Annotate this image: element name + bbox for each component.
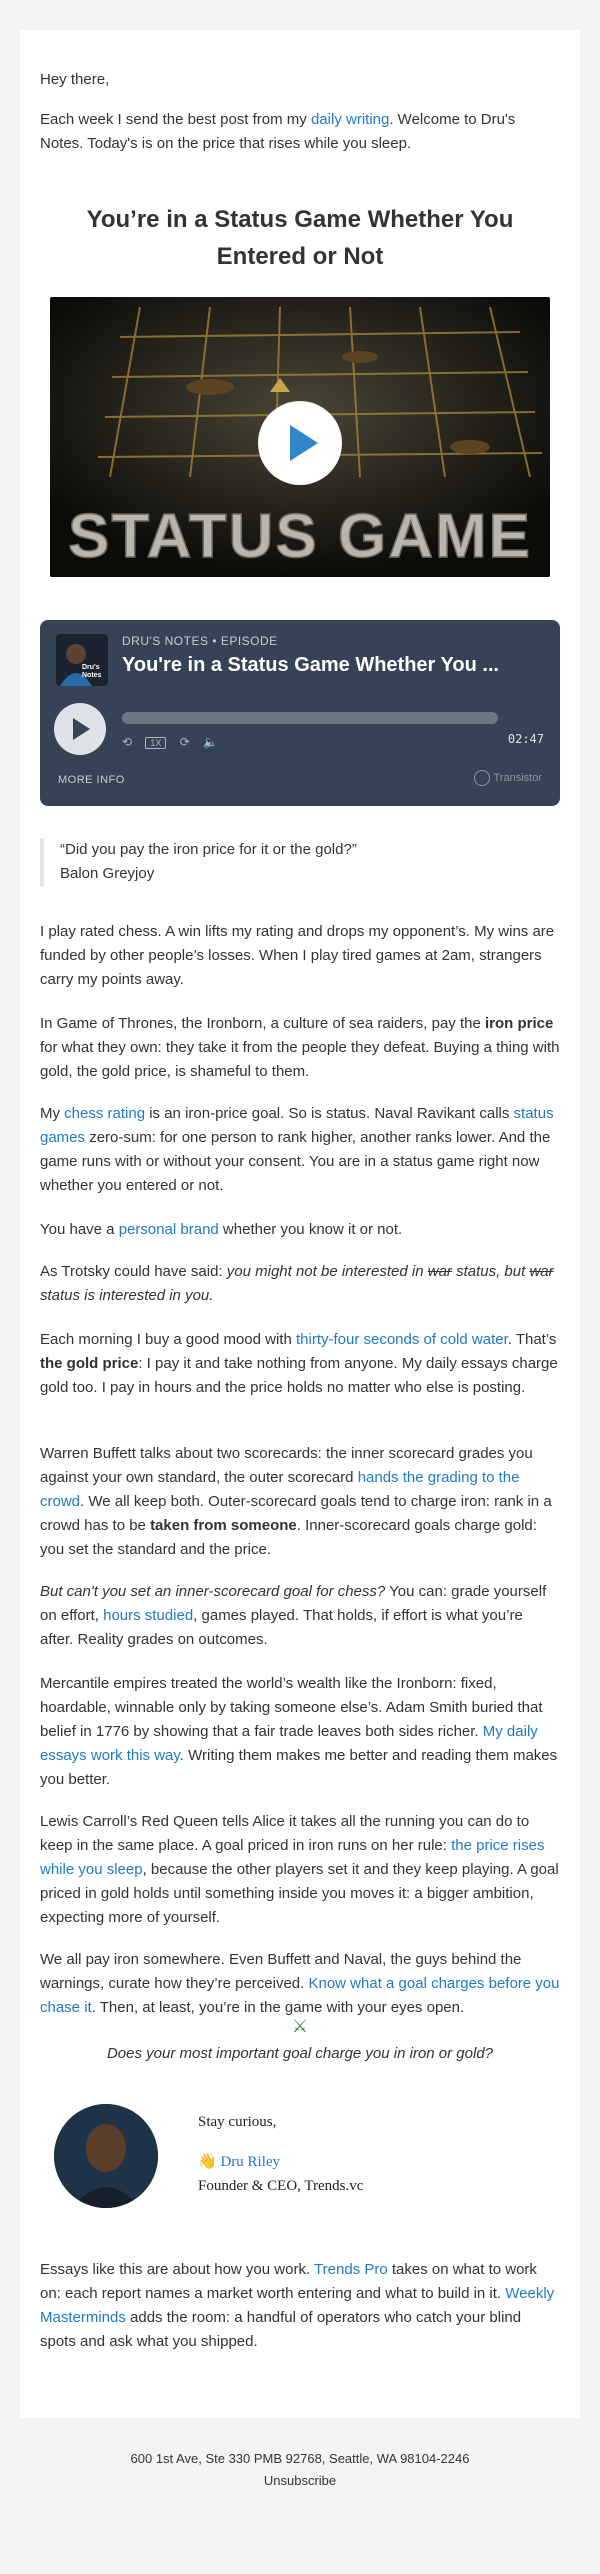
author-name-link[interactable]: Dru Riley xyxy=(220,2154,281,2170)
text-segment: status, but xyxy=(451,1263,530,1280)
price-rises-link[interactable]: the price rises while you sleep xyxy=(40,1837,545,1878)
text-segment: Warren Buffett talks about two scorecards: the inner scorecard grades you against your own standard, the outer scorecard xyxy=(40,1445,533,1486)
know-goal-link[interactable]: Know what a goal charges before you chase it xyxy=(40,1975,560,2016)
text-segment: . Inner-scorecard goals charge gold: you set the standard and the price. xyxy=(40,1517,537,1558)
paragraph-red-queen xyxy=(40,1810,560,1930)
daily-writing-link[interactable]: daily writing xyxy=(310,111,390,128)
paragraph-trotsky xyxy=(40,1260,560,1308)
daily-essays-link[interactable]: My daily essays work this way xyxy=(40,1723,538,1764)
text-segment: : I pay it and take nothing from anyone. My daily essays charge gold too. I pay in hours and the price holds no matter who else is posting. xyxy=(40,1355,558,1396)
volume-icon[interactable]: 🔈 xyxy=(203,735,219,749)
italic-question: But can't you set an inner-scorecard goal for chess? xyxy=(40,1583,386,1600)
transistor-logo-icon xyxy=(474,770,490,786)
speed-button[interactable]: 1X xyxy=(145,737,166,749)
struck-word: war xyxy=(529,1263,554,1280)
podcast-duration: 02:47 xyxy=(507,732,544,746)
text-segment: Lewis Carroll’s Red Queen tells Alice it takes all the running you can do to keep in the same place. A goal priced in iron runs on her rule: xyxy=(40,1813,530,1854)
podcast-artwork xyxy=(56,634,108,686)
podcast-play-button[interactable] xyxy=(54,703,106,755)
text-segment: In Game of Thrones, the Ironborn, a culture of sea raiders, pay the xyxy=(40,1015,485,1032)
rewind-icon[interactable]: ⟲ xyxy=(122,735,133,749)
hours-studied-link[interactable]: hours studied xyxy=(103,1607,194,1624)
intro-text-end: . Welcome to Dru's Notes. Today's is on the price that rises while you sleep. xyxy=(40,111,516,152)
status-games-link[interactable]: status games xyxy=(40,1105,554,1146)
podcast-progress-bar[interactable] xyxy=(122,712,498,724)
text-segment: for what they own: they take it from the people they defeat. Buying a thing with gold, the gold price, is shameful to them. xyxy=(40,1039,560,1080)
author-avatar xyxy=(54,2104,158,2208)
forward-icon[interactable]: ⟳ xyxy=(179,735,190,749)
intro-paragraph xyxy=(40,108,560,156)
bold-gold-price: the gold price xyxy=(40,1355,139,1372)
podcast-episode-title[interactable]: You're in a Status Game Whether You ... xyxy=(122,654,500,676)
closing-question: Does your most important goal charge you in iron or gold? xyxy=(106,2045,494,2062)
hero-caption: STATUS GAME xyxy=(67,502,533,571)
cold-water-link[interactable]: thirty-four seconds of cold water xyxy=(295,1331,508,1348)
transistor-label: Transistor xyxy=(493,771,542,784)
transistor-brand[interactable] xyxy=(474,770,543,786)
email-card xyxy=(20,30,580,2418)
footer xyxy=(0,2448,600,2492)
quote-author: Balon Greyjoy xyxy=(60,865,155,882)
paragraph-status xyxy=(40,1102,560,1198)
wave-icon: 👋 xyxy=(198,2154,217,2170)
play-icon xyxy=(290,425,318,461)
text-segment: Each morning I buy a good mood with xyxy=(40,1331,296,1348)
intro-text: Each week I send the best post from my xyxy=(40,111,311,128)
crossed-swords-icon: ⚔ xyxy=(291,2016,309,2036)
text-segment: As Trotsky could have said: xyxy=(40,1263,227,1280)
text-segment: you might not be interested in xyxy=(226,1263,428,1280)
text-segment: zero-sum: for one person to rank higher, another ranks lower. And the game runs with or without your consent. You are in a status game right now whether you entered or not. xyxy=(40,1129,551,1194)
text-segment: Mercantile empires treated the world’s wealth like the Ironborn: fixed, hoardable, winnable only by taking someone else’s. Adam Smith buried that belief in 1776 by showing that a fair trade leaves both sides richer. xyxy=(40,1675,543,1740)
text-segment: is an iron-price goal. So is status. Naval Ravikant calls xyxy=(145,1105,514,1122)
personal-brand-link[interactable]: personal brand xyxy=(118,1221,219,1238)
promo-paragraph xyxy=(40,2258,560,2354)
play-icon xyxy=(73,718,90,740)
paragraph-mercantile xyxy=(40,1672,560,1792)
paragraph-eyes-open xyxy=(40,1948,560,2020)
bold-taken: taken from someone xyxy=(150,1517,297,1534)
paragraph-gold-price xyxy=(40,1328,560,1400)
podcast-controls xyxy=(122,735,228,749)
hero-video-thumbnail[interactable] xyxy=(50,297,550,577)
podcast-meta: DRU'S NOTES • EPISODE xyxy=(122,634,278,648)
weekly-masterminds-link[interactable]: Weekly Masterminds xyxy=(40,2285,555,2326)
quote-text: “Did you pay the iron price for it or the gold?” xyxy=(60,841,357,858)
paragraph-ironborn xyxy=(40,1012,560,1084)
text-segment: takes on what to work on: each report names a market worth entering and what to build in it. xyxy=(40,2261,537,2302)
video-play-button[interactable] xyxy=(258,401,342,485)
text-segment: . Then, at least, you’re in the game with your eyes open. xyxy=(91,1999,465,2016)
text-segment: . That’s xyxy=(507,1331,557,1348)
chess-rating-link[interactable]: chess rating xyxy=(64,1105,146,1122)
bold-iron-price: iron price xyxy=(484,1015,554,1032)
text-segment: You have a xyxy=(40,1221,119,1238)
text-segment: You can: grade yourself on effort, xyxy=(40,1583,547,1624)
text-segment: Essays like this are about how you work. xyxy=(40,2261,315,2278)
text-segment: whether you know it or not. xyxy=(218,1221,403,1238)
headline: You’re in a Status Game Whether You Entered or Not xyxy=(86,206,514,270)
text-segment: adds the room: a handful of operators who catch your blind spots and ask what you shipped. xyxy=(40,2309,522,2350)
trends-pro-link[interactable]: Trends Pro xyxy=(314,2261,388,2278)
text-segment: status is interested in you. xyxy=(40,1287,214,1304)
podcast-artwork-caption: Dru's Notes xyxy=(82,664,102,679)
text-segment: My xyxy=(40,1105,65,1122)
podcast-player xyxy=(40,620,560,806)
more-info-link[interactable]: MORE INFO xyxy=(58,774,125,786)
paragraph-scorecards xyxy=(40,1442,560,1562)
paragraph-brand xyxy=(40,1218,560,1242)
text-segment: , because the other players set it and they keep playing. A goal priced in gold holds until something inside you moves it: a bigger ambition, expecting more of yourself. xyxy=(40,1861,559,1926)
signature-name-line xyxy=(198,2152,498,2171)
footer-address: 600 1st Ave, Ste 330 PMB 92768, Seattle, WA 98104-2246 xyxy=(130,2451,470,2466)
blockquote xyxy=(40,838,560,886)
greeting: Hey there, xyxy=(40,71,110,88)
paragraph-inner-chess xyxy=(40,1580,560,1652)
text-segment: . Writing them makes me better and reading them makes you better. xyxy=(40,1747,558,1788)
grading-crowd-link[interactable]: hands the grading to the crowd xyxy=(40,1469,520,1510)
author-role: Founder & CEO, Trends.vc xyxy=(198,2178,364,2194)
text-segment: . We all keep both. Outer-scorecard goals tend to charge iron: rank in a crowd has to be xyxy=(40,1493,552,1534)
text-segment: We all pay iron somewhere. Even Buffett and Naval, the guys behind the warnings, curate how they’re perceived. xyxy=(40,1951,522,1992)
struck-word: war xyxy=(427,1263,452,1280)
unsubscribe-link[interactable]: Unsubscribe xyxy=(263,2473,337,2488)
text-segment: , games played. That holds, if effort is what you’re after. Reality grades on outcomes. xyxy=(40,1607,523,1648)
signoff: Stay curious, xyxy=(198,2114,277,2130)
paragraph-chess: I play rated chess. A win lifts my rating and drops my opponent’s. My wins are funded by other people’s losses. When I play tired games at 2am, strangers carry my points away. xyxy=(40,923,555,988)
